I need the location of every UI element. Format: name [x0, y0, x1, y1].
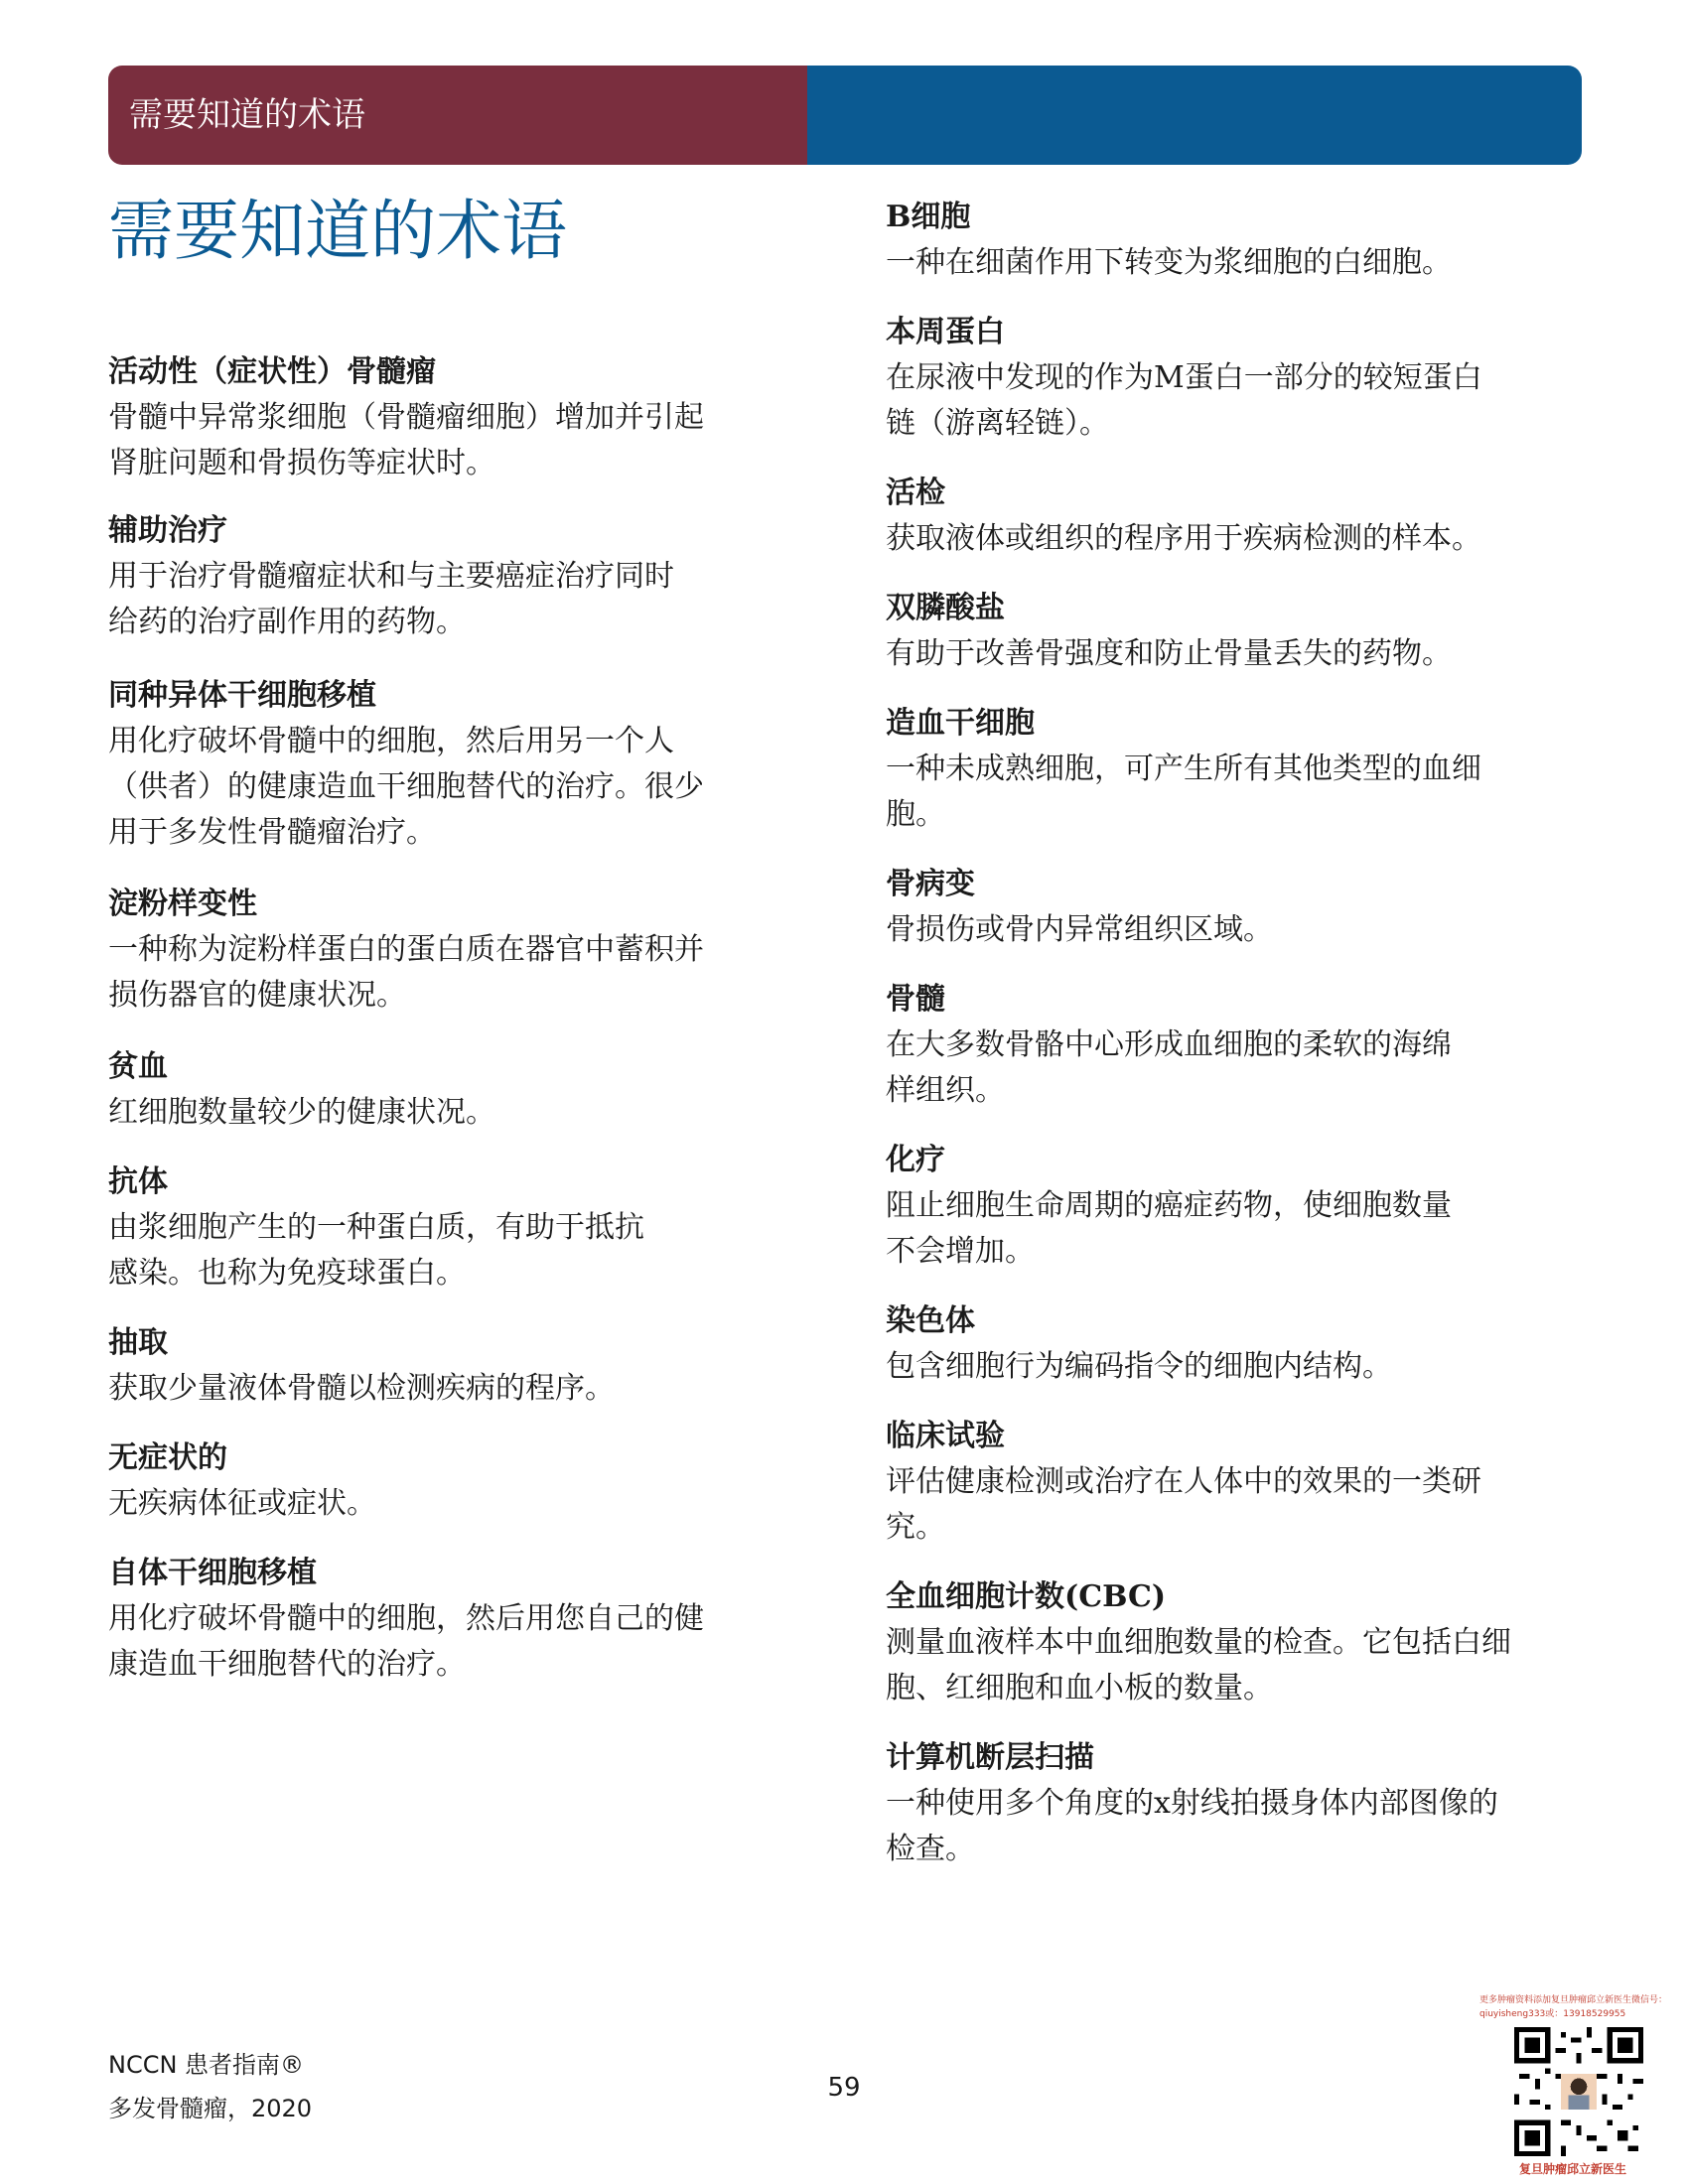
glossary-term: 骨髓	[886, 982, 945, 1017]
glossary-entry	[886, 701, 1601, 838]
page-number: 59	[827, 2073, 861, 2103]
glossary-entry	[886, 586, 1601, 677]
glossary-term: 活检	[886, 476, 945, 510]
glossary-term: 无症状的	[108, 1440, 227, 1475]
glossary-definition: 一种使用多个角度的x射线拍摄身体内部图像的 检查。	[886, 1786, 1498, 1866]
glossary-entry	[108, 1044, 803, 1136]
glossary-term: 抽取	[108, 1325, 168, 1360]
glossary-term: 临床试验	[886, 1419, 1005, 1453]
glossary-entry	[886, 977, 1601, 1114]
glossary-entry	[886, 310, 1601, 447]
glossary-term: 同种异体干细胞移植	[108, 678, 376, 713]
glossary-definition: 无疾病体征或症状。	[108, 1486, 376, 1521]
glossary-definition: 在大多数骨骼中心形成血细胞的柔软的海绵 样组织。	[886, 1027, 1452, 1108]
glossary-definition: 一种在细菌作用下转变为浆细胞的白细胞。	[886, 245, 1452, 280]
glossary-entry	[108, 673, 803, 856]
glossary-term: 造血干细胞	[886, 706, 1035, 741]
promo-caption: 复旦肿瘤邱立新医生	[1519, 2162, 1627, 2176]
banner-title: 需要知道的术语	[108, 66, 807, 165]
glossary-definition: 获取少量液体骨髓以检测疾病的程序。	[108, 1371, 615, 1406]
glossary-term: 化疗	[886, 1143, 945, 1177]
glossary-entry	[108, 508, 803, 645]
glossary-definition: 阻止细胞生命周期的癌症药物，使细胞数量 不会增加。	[886, 1188, 1452, 1269]
glossary-term: 淀粉样变性	[108, 887, 257, 921]
glossary-term: 骨病变	[886, 867, 975, 901]
glossary-term: 活动性（症状性）骨髓瘤	[108, 354, 436, 389]
glossary-term: 贫血	[108, 1049, 168, 1084]
glossary-entry	[886, 1138, 1601, 1275]
glossary-entry	[108, 1435, 803, 1527]
banner-accent	[807, 66, 1582, 165]
glossary-definition: 用化疗破坏骨髓中的细胞，然后用另一个人 （供者）的健康造血干细胞替代的治疗。很少 用于多发性骨髓瘤治疗。	[108, 724, 704, 850]
glossary-definition: 红细胞数量较少的健康状况。	[108, 1095, 495, 1130]
glossary-definition: 骨损伤或骨内异常组织区域。	[886, 912, 1273, 947]
page-title: 需要知道的术语	[108, 193, 567, 269]
glossary-entry	[108, 349, 803, 486]
glossary-term: 抗体	[108, 1164, 168, 1199]
glossary-entry	[886, 1298, 1601, 1390]
glossary-definition: 由浆细胞产生的一种蛋白质，有助于抵抗 感染。也称为免疫球蛋白。	[108, 1210, 644, 1291]
glossary-entry	[108, 1320, 803, 1412]
glossary-definition: 测量血液样本中血细胞数量的检查。它包括白细 胞、红细胞和血小板的数量。	[886, 1625, 1511, 1706]
glossary-definition: 一种未成熟细胞，可产生所有其他类型的血细 胞。	[886, 751, 1481, 832]
glossary-entry	[108, 1551, 803, 1688]
promo-text: 更多肿瘤资料添加复旦肿瘤邱立新医生微信号：qiuyisheng333或：13918529955	[1479, 1995, 1668, 2019]
glossary-entry	[886, 195, 1601, 286]
glossary-entry	[108, 1160, 803, 1297]
qr-code-icon	[1514, 2027, 1643, 2156]
footer-guide-subtitle: 多发骨髓瘤，2020	[108, 2095, 313, 2122]
footer-guide-name: NCCN 患者指南®	[108, 2051, 305, 2079]
glossary-entry	[886, 1414, 1601, 1551]
glossary-definition: 一种称为淀粉样蛋白的蛋白质在器官中蓄积并 损伤器官的健康状况。	[108, 932, 704, 1013]
glossary-definition: 有助于改善骨强度和防止骨量丢失的药物。	[886, 636, 1452, 671]
glossary-entry	[886, 1735, 1601, 1872]
glossary-definition: 用于治疗骨髓瘤症状和与主要癌症治疗同时 给药的治疗副作用的药物。	[108, 559, 674, 639]
glossary-definition: 用化疗破坏骨髓中的细胞，然后用您自己的健 康造血干细胞替代的治疗。	[108, 1601, 704, 1682]
section-banner	[108, 66, 1582, 165]
glossary-term: 双膦酸盐	[886, 591, 1005, 625]
glossary-term: 本周蛋白	[886, 315, 1005, 349]
glossary-definition: 获取液体或组织的程序用于疾病检测的样本。	[886, 521, 1481, 556]
glossary-term: B细胞	[886, 200, 971, 234]
glossary-definition: 在尿液中发现的作为M蛋白一部分的较短蛋白 链（游离轻链）。	[886, 360, 1482, 441]
glossary-entry	[886, 862, 1601, 953]
glossary-definition: 包含细胞行为编码指令的细胞内结构。	[886, 1349, 1392, 1384]
glossary-term: 自体干细胞移植	[108, 1556, 317, 1590]
glossary-term: 计算机断层扫描	[886, 1740, 1094, 1775]
glossary-term: 染色体	[886, 1303, 975, 1338]
glossary-term: 辅助治疗	[108, 513, 227, 548]
glossary-entry	[108, 882, 803, 1019]
glossary-definition: 骨髓中异常浆细胞（骨髓瘤细胞）增加并引起 肾脏问题和骨损伤等症状时。	[108, 400, 704, 480]
glossary-entry	[886, 471, 1601, 562]
glossary-definition: 评估健康检测或治疗在人体中的效果的一类研 究。	[886, 1464, 1481, 1545]
glossary-entry	[886, 1574, 1601, 1711]
glossary-term: 全血细胞计数(CBC)	[886, 1579, 1167, 1614]
